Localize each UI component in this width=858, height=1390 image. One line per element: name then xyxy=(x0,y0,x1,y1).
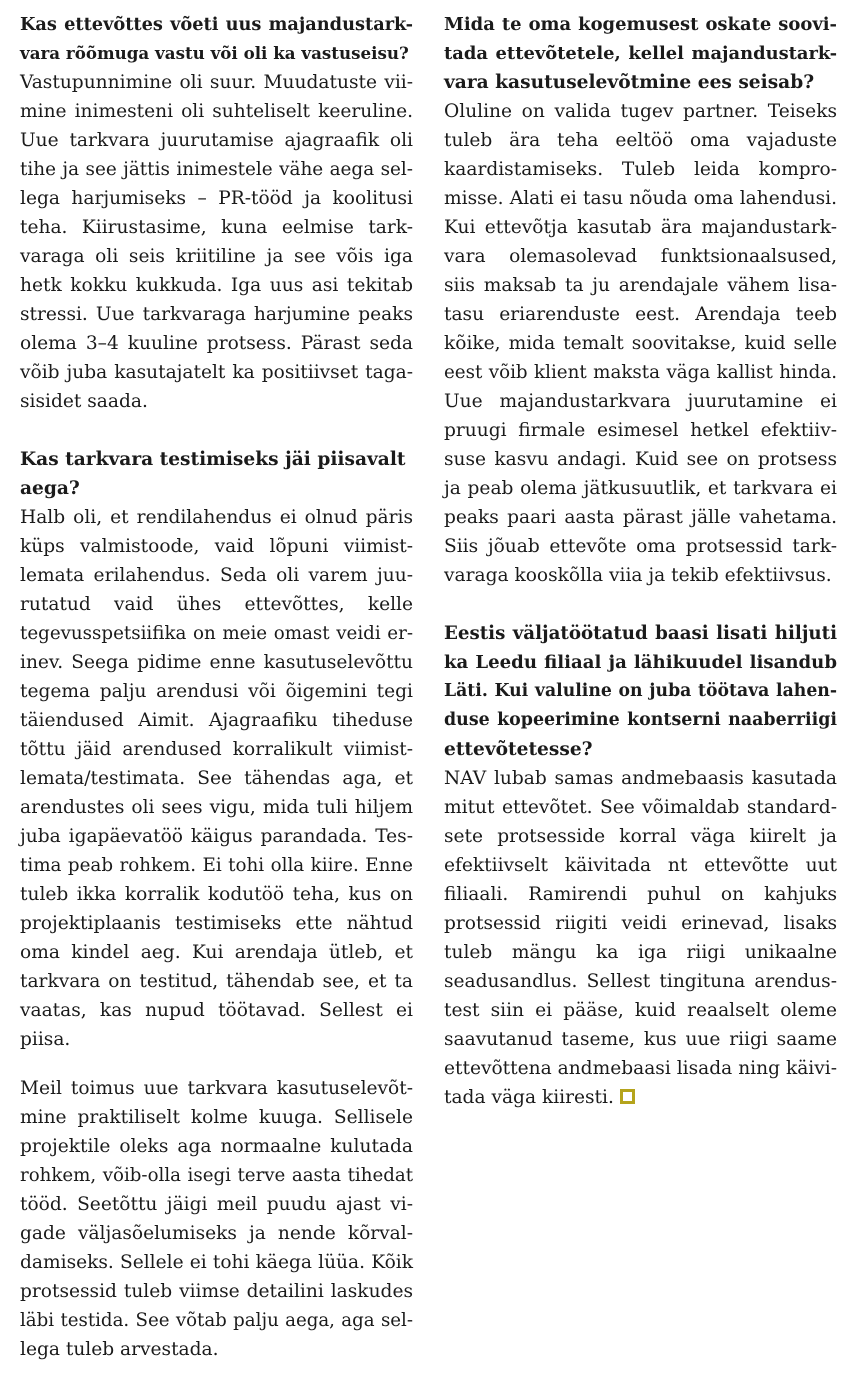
answer-line: täiendused Aimit. Ajagraafiku tiheduse xyxy=(20,710,413,731)
answer-line: efektiivselt käivitada nt ettevõtte uut xyxy=(444,855,837,876)
question-3 xyxy=(444,10,837,97)
answer-line: hetk kokku kukkuda. Iga uus asi tekitab xyxy=(20,275,413,296)
answer-line: misse. Alati ei tasu nõuda oma lahendusi. xyxy=(444,188,837,209)
answer-line: sisidet saada. xyxy=(20,391,148,412)
answer-line: tima peab rohkem. Ei tohi olla kiire. Enne xyxy=(20,855,413,876)
answer-line: tööd. Seetõttu jäigi meil puudu ajast vi- xyxy=(20,1194,413,1215)
answer-line: varaga oli seis kriitiline ja see võis iga xyxy=(20,246,413,267)
answer-line: damiseks. Sellele ei tohi käega lüüa. Kõik xyxy=(20,1252,413,1273)
paragraph-gap xyxy=(20,416,413,445)
question-line: vara rõõmuga vastu või oli ka vastuseisu? xyxy=(20,43,409,63)
answer-line: rutatud vaid ühes ettevõttes, kelle xyxy=(20,594,413,615)
answer-line: teha. Kiirustasime, kuna eelmise tark- xyxy=(20,217,413,238)
answer-line: ettevõttena andmebaasi lisada ning käivi- xyxy=(444,1058,837,1079)
answer-2 xyxy=(20,503,413,1054)
answer-line: piisa. xyxy=(20,1029,71,1050)
question-line: Läti. Kui valuline on juba töötava lahen- xyxy=(444,681,837,701)
question-4 xyxy=(444,619,837,764)
paragraph-gap xyxy=(444,590,837,619)
answer-3 xyxy=(444,97,837,590)
answer-2-continued xyxy=(20,1074,413,1364)
answer-line: tuleb mängu ka iga riigi unikaalne xyxy=(444,942,837,963)
answer-line: pruugi firmale esimesel hetkel efektiiv- xyxy=(444,420,837,441)
answer-1 xyxy=(20,68,413,416)
answer-line: Kui ettevõtja kasutab ära majandustark- xyxy=(444,217,837,238)
answer-line: saavutanud taseme, kus uue riigi saame xyxy=(444,1029,837,1050)
answer-line: siis maksab ta ju arendajale vähem lisa- xyxy=(444,275,837,296)
answer-line: võib juba kasutajatelt ka positiivset taga- xyxy=(20,362,413,383)
answer-line: küps valmistoode, vaid lõpuni viimist- xyxy=(20,536,413,557)
left-column xyxy=(20,10,413,1364)
answer-line: sete protsesside korral väga kiirelt ja xyxy=(444,826,837,847)
answer-line: stressi. Uue tarkvaraga harjumine peaks xyxy=(20,304,413,325)
question-line: tada ettevõtetele, kellel majandustark- xyxy=(444,43,837,64)
question-line: Kas tarkvara testimiseks jäi piisavalt xyxy=(20,449,406,470)
answer-line: peaks paari aasta pärast jälle vahetama. xyxy=(444,507,837,528)
question-1 xyxy=(20,10,413,68)
answer-line: Vastupunnimine oli suur. Muudatuste vii- xyxy=(20,72,413,93)
answer-line: test siin ei pääse, kuid reaalselt oleme xyxy=(444,1000,837,1021)
answer-line: seadusandlus. Sellest tingituna arendus- xyxy=(444,971,837,992)
answer-line: protsessid tuleb viimse detailini laskudes xyxy=(20,1281,413,1302)
answer-line: Oluline on valida tugev partner. Teiseks xyxy=(444,101,837,122)
answer-line: rohkem, võib-olla isegi terve aasta tihedat xyxy=(20,1165,413,1186)
answer-line: protsessid riigiti veidi erinevad, lisaks xyxy=(444,913,837,934)
answer-line: tasu eriarenduste eest. Arendaja teeb xyxy=(444,304,837,325)
answer-line: Siis jõuab ettevõte oma protsessid tark- xyxy=(444,536,837,557)
right-column xyxy=(444,10,837,1112)
answer-line: Uue majandustarkvara juurutamine ei xyxy=(444,391,837,412)
answer-line: lemata/testimata. See tähendas aga, et xyxy=(20,768,413,789)
answer-line: suse kasvu andagi. Kuid see on protsess xyxy=(444,449,837,470)
answer-line: mine inimesteni oli suhteliselt keeruline. xyxy=(20,101,413,122)
answer-line: arendustes oli sees vigu, mida tuli hiljem xyxy=(20,797,413,818)
answer-line: läbi testida. See võtab palju aega, aga sel- xyxy=(20,1310,413,1331)
answer-4 xyxy=(444,764,837,1112)
answer-line: kõike, mida temalt soovitakse, kuid selle xyxy=(444,333,837,354)
paragraph-gap xyxy=(20,1054,413,1074)
answer-line: Halb oli, et rendilahendus ei olnud päris xyxy=(20,507,413,528)
question-line: Kas ettevõttes võeti uus majandustark- xyxy=(20,14,413,35)
answer-line: mitut ettevõtet. See võimaldab standard- xyxy=(444,797,837,818)
answer-line: tuleb ikka korralik kodutöö teha, kus on xyxy=(20,884,413,905)
answer-line: eest võib klient maksta väga kallist hinda. xyxy=(444,362,837,383)
question-line: duse kopeerimine kontserni naaberriigi xyxy=(444,710,837,730)
answer-line: Uue tarkvara juurutamise ajagraafik oli xyxy=(20,130,413,151)
answer-line: projektile oleks aga normaalne kulutada xyxy=(20,1136,413,1157)
answer-line: oma kindel aeg. Kui arendaja ütleb, et xyxy=(20,942,413,963)
answer-line: tegevusspetsiifika on meie omast veidi er- xyxy=(20,623,413,644)
answer-line: juba igapäevatöö käigus parandada. Tes- xyxy=(20,826,413,847)
answer-line: ja peab olema jätkusuutlik, et tarkvara ei xyxy=(444,478,837,499)
answer-line: tõttu jäid arendused korralikult viimist- xyxy=(20,739,413,760)
answer-line: olema 3–4 kuuline protsess. Pärast seda xyxy=(20,333,413,354)
question-line: ettevõtetesse? xyxy=(444,739,593,760)
answer-line: tuleb ära teha eeltöö oma vajaduste xyxy=(444,130,837,151)
answer-line: tegema palju arendusi või õigemini tegi xyxy=(20,681,413,702)
answer-line: tarkvara on testitud, tähendab see, et ta xyxy=(20,971,413,992)
answer-line: kaardistamiseks. Tuleb leida kompro- xyxy=(444,159,837,180)
answer-line: projektiplaanis testimiseks ette nähtud xyxy=(20,913,413,934)
answer-line: NAV lubab samas andmebaasis kasutada xyxy=(444,768,837,789)
answer-last-line xyxy=(444,1083,837,1112)
answer-line: lega tuleb arvestada. xyxy=(20,1339,219,1360)
answer-line: Meil toimus uue tarkvara kasutuselevõt- xyxy=(20,1078,413,1099)
question-line: Eestis väljatöötatud baasi lisati hiljuti xyxy=(444,623,837,644)
answer-line: vara olemasolevad funktsionaalsused, xyxy=(444,246,837,267)
answer-line: gade väljasõelumiseks ja nende kõrval- xyxy=(20,1223,413,1244)
question-line: Mida te oma kogemusest oskate soovi- xyxy=(444,14,837,35)
question-line: aega? xyxy=(20,478,80,499)
end-of-article-square-icon xyxy=(620,1089,635,1104)
answer-line: inev. Seega pidime enne kasutuselevõttu xyxy=(20,652,413,673)
answer-line: filiaali. Ramirendi puhul on kahjuks xyxy=(444,884,837,905)
question-line: vara kasutuselevõtmine ees seisab? xyxy=(444,72,815,93)
answer-line-text: tada väga kiiresti. xyxy=(444,1087,614,1108)
question-2 xyxy=(20,445,413,503)
answer-line: varaga kooskõlla viia ja tekib efektiivsus. xyxy=(444,565,832,586)
answer-line: lemata erilahendus. Seda oli varem juu- xyxy=(20,565,413,586)
answer-line: tihe ja see jättis inimestele vähe aega sel- xyxy=(20,159,413,180)
answer-line: lega harjumiseks – PR-tööd ja koolitusi xyxy=(20,188,413,209)
answer-line: vaatas, kas nupud töötavad. Sellest ei xyxy=(20,1000,413,1021)
question-line: ka Leedu filiaal ja lähikuudel lisandub xyxy=(444,652,837,673)
answer-line: mine praktiliselt kolme kuuga. Sellisele xyxy=(20,1107,413,1128)
